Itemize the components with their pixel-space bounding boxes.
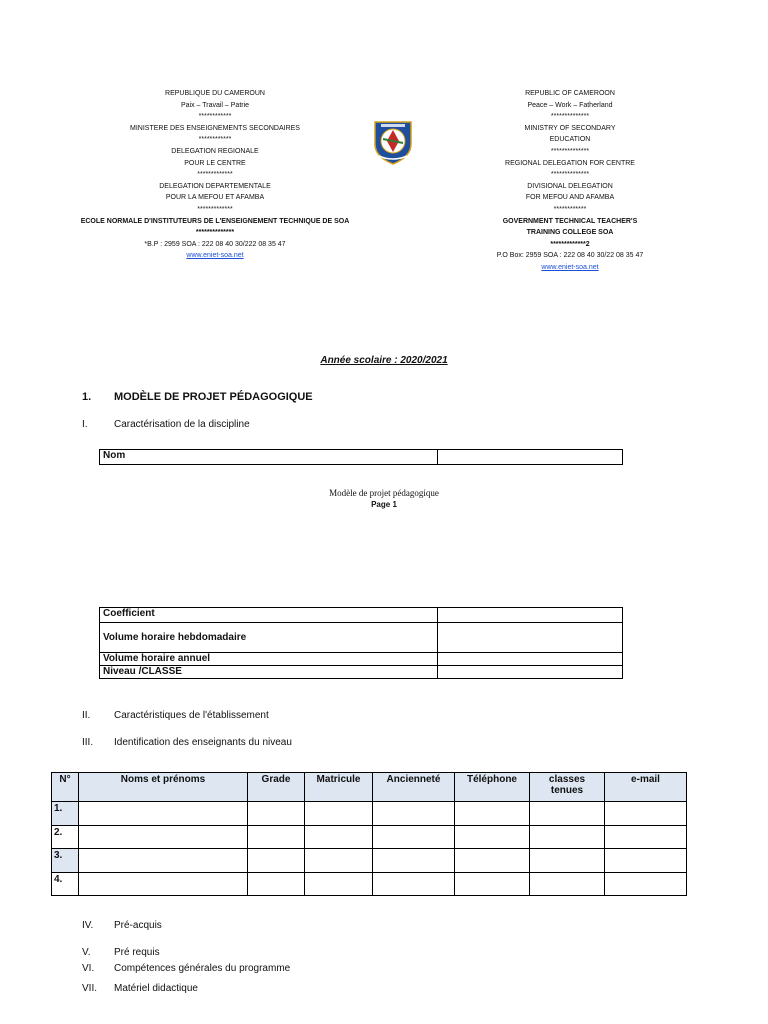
header-right-line: FOR MEFOU AND AFAMBA xyxy=(525,194,615,202)
header-left-line: ************* xyxy=(197,171,233,179)
header-right-website-link[interactable]: www.eniet-soa.net xyxy=(541,263,599,271)
table-cell[interactable] xyxy=(605,849,687,873)
section-number: VII. xyxy=(82,983,98,994)
header-right-school-name: TRAINING COLLEGE SOA xyxy=(526,229,614,237)
section-title: Matériel didactique xyxy=(114,983,198,994)
table-cell[interactable] xyxy=(305,825,373,849)
section-title: MODÈLE DE PROJET PÉDAGOGIQUE xyxy=(114,391,313,403)
table-cell[interactable] xyxy=(305,849,373,873)
discipline-table xyxy=(99,607,623,679)
table-cell[interactable] xyxy=(605,802,687,826)
header-left-line: ************ xyxy=(198,113,232,121)
header-left-contact xyxy=(70,239,360,251)
header-left-line: ************* xyxy=(197,205,233,213)
disc-row-label: Volume horaire annuel xyxy=(100,653,438,666)
section-number: II. xyxy=(82,710,91,721)
header-left-line: POUR LA MEFOU ET AFAMBA xyxy=(165,194,265,202)
header-left-line: MINISTERE DES ENSEIGNEMENTS SECONDAIRES xyxy=(130,124,300,132)
header-left-line: Paix – Travail – Patrie xyxy=(180,101,250,109)
header-left-school-name: ECOLE NORMALE D'INSTITUTEURS DE L'ENSEIGNEMENT TECHNIQUE DE SOA xyxy=(80,217,350,225)
section-number: VI. xyxy=(82,963,95,974)
section-III-heading xyxy=(82,737,402,751)
table-cell[interactable] xyxy=(530,825,605,849)
row-number: 3. xyxy=(52,849,79,873)
table-cell[interactable] xyxy=(530,802,605,826)
table-cell[interactable] xyxy=(530,849,605,873)
header-right-line: MINISTRY OF SECONDARY xyxy=(524,124,616,132)
table-row xyxy=(100,623,623,653)
table-cell[interactable] xyxy=(530,872,605,896)
section-V-heading xyxy=(82,947,402,961)
table-cell[interactable] xyxy=(79,849,248,873)
section-title: Pré-acquis xyxy=(114,920,162,931)
header-right-contact: P.O Box: 2959 SOA : 222 08 40 30/22 08 35 47 xyxy=(496,252,644,260)
row-number: 2. xyxy=(52,825,79,849)
page-caption xyxy=(0,487,768,511)
header-left-line: ************ xyxy=(198,136,232,144)
table-cell[interactable] xyxy=(455,872,530,896)
section-number: IV. xyxy=(82,920,94,931)
table-header-row xyxy=(52,773,687,802)
header-left-website-link[interactable]: www.eniet-soa.net xyxy=(186,252,244,260)
nom-label: Nom xyxy=(100,450,438,465)
section-number: I. xyxy=(82,419,88,430)
section-title: Caractéristiques de l'établissement xyxy=(114,710,269,721)
disc-row-label: Volume horaire hebdomadaire xyxy=(100,623,438,653)
table-cell[interactable] xyxy=(455,802,530,826)
table-cell[interactable] xyxy=(305,802,373,826)
section-title: Pré requis xyxy=(114,947,160,958)
col-header-classes: classes tenues xyxy=(530,773,605,802)
disc-row-label: Coefficient xyxy=(100,608,438,623)
section-number: III. xyxy=(82,737,94,748)
col-header-phone: Téléphone xyxy=(455,773,530,802)
header-left-contact-text: *B.P : 2959 SOA : 222 08 40 30/222 08 35 47 xyxy=(144,240,286,248)
table-cell[interactable] xyxy=(455,849,530,873)
header-right-line: EDUCATION xyxy=(549,136,591,144)
section-VI-heading xyxy=(82,963,402,977)
table-row xyxy=(100,666,623,679)
table-cell[interactable] xyxy=(373,849,455,873)
table-cell[interactable] xyxy=(605,872,687,896)
table-cell[interactable] xyxy=(605,825,687,849)
disc-row-label: Niveau /CLASSE xyxy=(100,666,438,679)
col-header-number: N° xyxy=(52,773,79,802)
header-right-line: ************** xyxy=(550,171,590,179)
table-row xyxy=(100,608,623,623)
table-row xyxy=(52,825,687,849)
nom-table xyxy=(99,449,623,465)
table-cell[interactable] xyxy=(79,802,248,826)
header-left-line: DELEGATION DEPARTEMENTALE xyxy=(159,182,271,190)
table-cell[interactable] xyxy=(373,802,455,826)
col-header-email: e-mail xyxy=(605,773,687,802)
header-left-line: REPUBLIQUE DU CAMEROUN xyxy=(165,90,265,97)
table-row xyxy=(52,802,687,826)
section-title: Compétences générales du programme xyxy=(114,963,291,974)
disc-row-value[interactable] xyxy=(438,666,623,679)
table-cell[interactable] xyxy=(373,825,455,849)
table-cell[interactable] xyxy=(305,872,373,896)
header-right-school-name: GOVERNMENT TECHNICAL TEACHER'S xyxy=(502,217,638,225)
table-cell[interactable] xyxy=(248,872,305,896)
disc-row-value[interactable] xyxy=(438,608,623,623)
caption-title: Modèle de projet pédagogique xyxy=(329,488,439,498)
col-header-names: Noms et prénoms xyxy=(79,773,248,802)
school-crest-icon xyxy=(369,118,417,166)
header-left xyxy=(70,88,360,262)
header-right-line: DIVISIONAL DELEGATION xyxy=(527,182,613,190)
header-right-line: REGIONAL DELEGATION FOR CENTRE xyxy=(505,159,635,167)
table-cell[interactable] xyxy=(79,825,248,849)
header-left-line: DELEGATION REGIONALE xyxy=(171,147,259,155)
disc-row-value[interactable] xyxy=(438,623,623,653)
header-right-line: *************2 xyxy=(550,240,590,248)
page-number: Page 1 xyxy=(371,500,397,509)
header-right-line: Peace – Work – Fatherland xyxy=(527,101,613,109)
header-right-line: REPUBLIC OF CAMEROON xyxy=(525,90,615,97)
section-II-heading xyxy=(82,710,402,724)
nom-value-cell[interactable] xyxy=(438,450,623,465)
header-right-line: ************ xyxy=(553,205,587,213)
header-right xyxy=(440,88,700,274)
row-number: 4. xyxy=(52,872,79,896)
table-cell[interactable] xyxy=(248,825,305,849)
table-row xyxy=(52,872,687,896)
col-header-grade: Grade xyxy=(248,773,305,802)
col-header-matricule: Matricule xyxy=(305,773,373,802)
section-title: Identification des enseignants du niveau xyxy=(114,737,292,748)
teachers-table xyxy=(51,772,687,896)
table-cell[interactable] xyxy=(455,825,530,849)
header-right-line: ************** xyxy=(550,113,590,121)
table-cell[interactable] xyxy=(248,802,305,826)
section-I-heading xyxy=(82,419,382,433)
header-left-line: ************** xyxy=(195,229,235,237)
table-cell[interactable] xyxy=(248,849,305,873)
school-year: Année scolaire : 2020/2021 xyxy=(320,355,448,366)
section-VII-heading xyxy=(82,983,402,997)
table-cell[interactable] xyxy=(373,872,455,896)
table-row xyxy=(100,653,623,666)
header-right-line: ************** xyxy=(550,147,590,155)
section-IV-heading xyxy=(82,920,402,934)
section-number: 1. xyxy=(82,391,92,403)
row-number: 1. xyxy=(52,802,79,826)
header-left-line: POUR LE CENTRE xyxy=(184,159,246,167)
section-number: V. xyxy=(82,947,91,958)
table-row xyxy=(52,849,687,873)
col-header-seniority: Ancienneté xyxy=(373,773,455,802)
disc-row-value[interactable] xyxy=(438,653,623,666)
table-row xyxy=(100,450,623,465)
section-title: Caractérisation de la discipline xyxy=(114,419,250,430)
table-cell[interactable] xyxy=(79,872,248,896)
